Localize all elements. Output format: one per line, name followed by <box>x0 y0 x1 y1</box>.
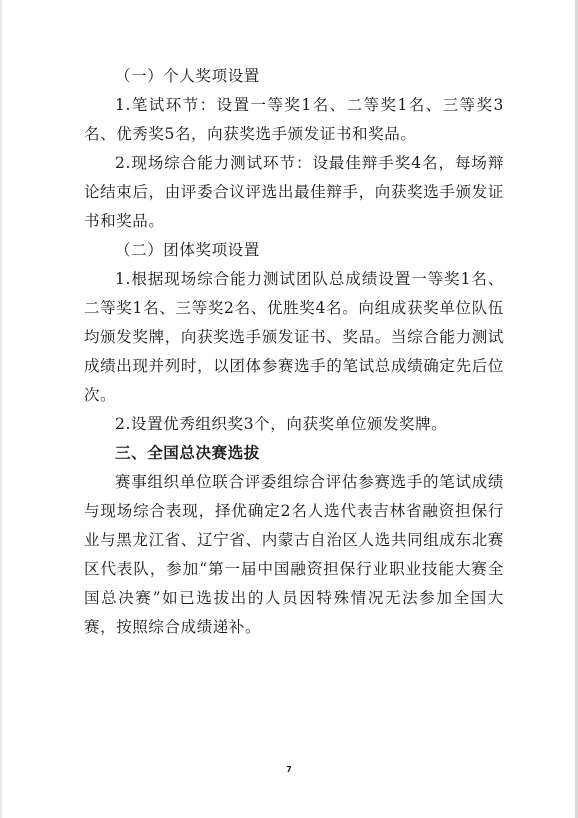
scan-edge-left <box>0 0 2 818</box>
individual-award-item-2: 2.现场综合能力测试环节：设最佳辩手奖4名，每场辩论结束后，由评委合议评选出最佳辩手，向获奖选手颁发证书和奖品。 <box>84 154 504 230</box>
section-three-body: 赛事组织单位联合评委组综合评估参赛选手的笔试成绩与现场综合表现，择优确定2名人选代表吉林省融资担保行业与黑龙江省、辽宁省、内蒙古自治区人选共同组成东北赛区代表队，参加“第一届中国融资担保行业职业技能大赛全国总决赛”如已选拔出的人员因特殊情况无法参加全国大赛，按照综合成绩递补。 <box>84 473 504 636</box>
team-award-item-1: 1.根据现场综合能力测试团队总成绩设置一等奖1名、二等奖1名、三等奖2名、优胜奖4名。向组成获奖单位队伍均颁发奖牌，向获奖选手颁发证书、奖品。当综合能力测试成绩出现并列时，以团体参赛选手的笔试总成绩确定先后位次。 <box>84 270 504 404</box>
section-team-heading: （二）团体奖项设置 <box>115 241 260 259</box>
page-number: 7 <box>286 765 292 774</box>
section-individual-heading: （一）个人奖项设置 <box>115 67 260 85</box>
team-award-item-2: 2.设置优秀组织奖3个，向获奖单位颁发奖牌。 <box>115 415 448 433</box>
section-three-heading: 三、全国总决赛选拔 <box>115 444 260 462</box>
individual-award-item-1: 1.笔试环节：设置一等奖1名、二等奖1名、三等奖3名、优秀奖5名，向获奖选手颁发证书和奖品。 <box>84 96 504 143</box>
document-body <box>84 62 504 642</box>
